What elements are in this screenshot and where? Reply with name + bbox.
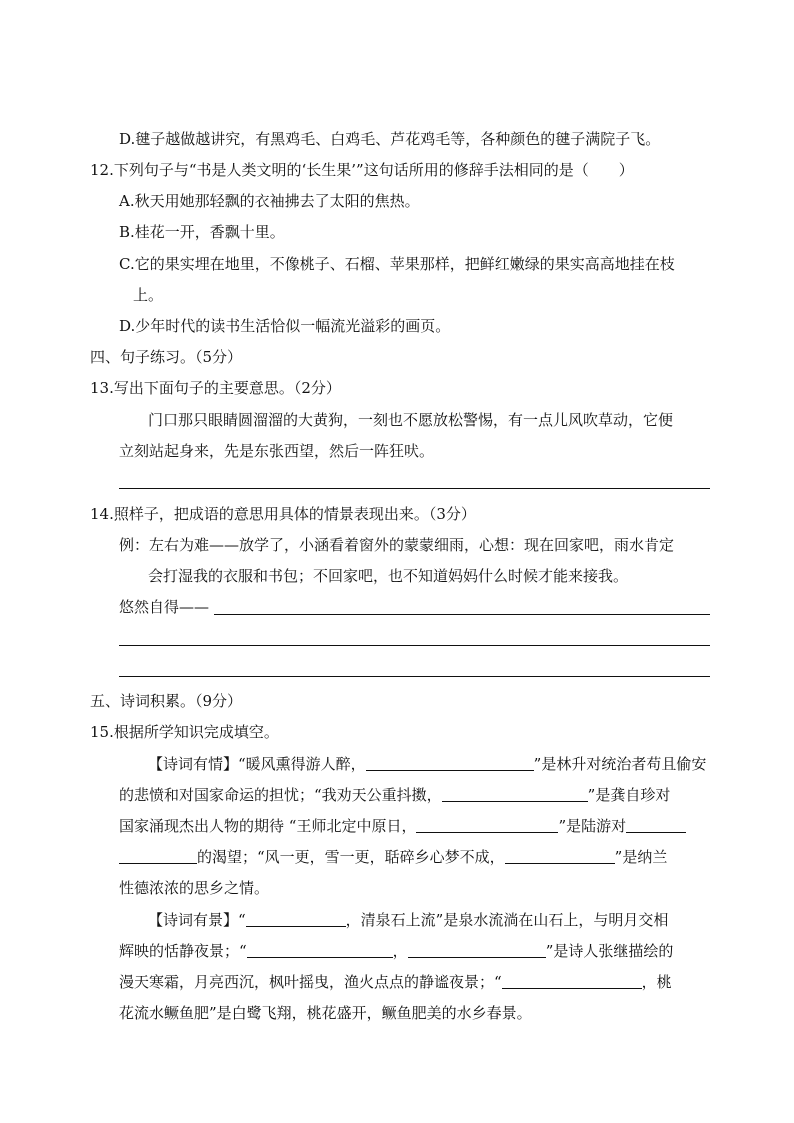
q15-p1-text: ”是林升对统治者苟且偷安 (533, 755, 707, 773)
q15-p1-text: 的渴望；“风一更，雪一更，聒碎乡心梦不成， (197, 848, 505, 866)
q15-blank-5[interactable] (246, 912, 346, 927)
q14-answer-line1[interactable] (214, 614, 710, 615)
q15-p1-text: 的悲愤和对国家命运的担忧；“我劝天公重抖擞， (119, 786, 442, 804)
q15-blank-7[interactable] (502, 974, 642, 989)
q12-stem: 12.下列句子与“书是人类文明的‘长生果’”这句话所用的修辞手法相同的是（ ） (90, 161, 634, 179)
q13-answer-line[interactable] (119, 488, 710, 489)
q14-answer-line3[interactable] (119, 676, 710, 677)
q12-option-b: B.桂花一开，香飘十里。 (119, 223, 285, 241)
q12-option-d: D.少年时代的读书生活恰似一幅流光溢彩的画页。 (119, 317, 451, 335)
q15-blank-3a[interactable] (416, 818, 558, 833)
q15-blank-4[interactable] (505, 849, 615, 864)
q15-blank-6a[interactable] (247, 943, 393, 958)
q15-p1-text: 【诗词有情】“暖风熏得游人醉， (148, 755, 366, 773)
q15-p2-line3 (119, 972, 672, 992)
q13-passage-line2: 立刻站起身来，先是东张西望，然后一阵狂吠。 (119, 442, 435, 460)
section5-title: 五、诗词积累。（9分） (90, 692, 243, 710)
q14-example-line2: 会打湿我的衣服和书包；不回家吧，也不知道妈妈什么时候才能来接我。 (148, 567, 629, 585)
q15-p2-line4: 花流水鳜鱼肥”是白鹭飞翔，桃花盛开，鳜鱼肥美的水乡春景。 (119, 1004, 532, 1022)
q15-p1-line3 (119, 816, 686, 836)
q15-blank-2[interactable] (442, 787, 588, 802)
q12-option-c-line1: C.它的果实埋在地里，不像桃子、石榴、苹果那样，把鲜红嫩绿的果实高高地挂在枝 (119, 255, 675, 273)
q15-p2-text: ， (392, 942, 408, 960)
q15-blank-3b[interactable] (626, 818, 686, 833)
q15-p1-text: ”是陆游对 (558, 817, 627, 835)
q15-p2-text: 辉映的恬静夜景；“ (119, 942, 247, 960)
q15-blank-1[interactable] (366, 756, 534, 771)
q15-p1-text: ”是龚自珍对 (587, 786, 671, 804)
q12-option-c-line2: 上。 (133, 286, 164, 304)
q15-p2-line2 (119, 941, 673, 961)
q14-answer-line2[interactable] (119, 645, 710, 646)
q15-p2-text: 【诗词有景】“ (148, 911, 246, 929)
q15-p2-text: ，桃 (641, 973, 672, 991)
q14-stem: 14.照样子，把成语的意思用具体的情景表现出来。（3分） (90, 505, 476, 523)
q11-option-d: D.毽子越做越讲究，有黑鸡毛、白鸡毛、芦花鸡毛等，各种颜色的毽子满院子飞。 (119, 130, 661, 148)
q15-p2-text: ”是诗人张继描绘的 (545, 942, 674, 960)
q15-p2-text: 漫天寒霜，月亮西沉，枫叶摇曳，渔火点点的静谧夜景；“ (119, 973, 502, 991)
q15-p1-text: 国家涌现杰出人物的期待 “王师北定中原日， (119, 817, 417, 835)
q15-p2-line1 (148, 910, 668, 930)
q15-p1-line1 (148, 754, 706, 774)
q15-p1-text: ”是纳兰 (614, 848, 668, 866)
q15-stem: 15.根据所学知识完成填空。 (90, 723, 279, 741)
q13-passage-line1: 门口那只眼睛圆溜溜的大黄狗，一刻也不愿放松警惕，有一点儿风吹草动，它便 (148, 411, 674, 429)
q14-prompt: 悠然自得—— (119, 598, 210, 616)
q15-p2-text: ，清泉石上流”是泉水流淌在山石上，与明月交相 (345, 911, 669, 929)
section4-title: 四、句子练习。（5分） (90, 348, 243, 366)
q15-p1-line4 (119, 847, 667, 867)
q15-p1-line2 (119, 785, 670, 805)
q14-example-line1: 例：左右为难——放学了，小涵看着窗外的蒙蒙细雨，心想：现在回家吧，雨水肯定 (119, 536, 675, 554)
q13-stem: 13.写出下面句子的主要意思。（2分） (90, 379, 341, 397)
q15-blank-6b[interactable] (408, 943, 546, 958)
q15-p1-line5: 性德浓浓的思乡之情。 (119, 879, 270, 897)
q12-option-a: A.秋天用她那轻飘的衣袖拂去了太阳的焦热。 (119, 192, 420, 210)
q15-blank-3c[interactable] (119, 849, 197, 864)
